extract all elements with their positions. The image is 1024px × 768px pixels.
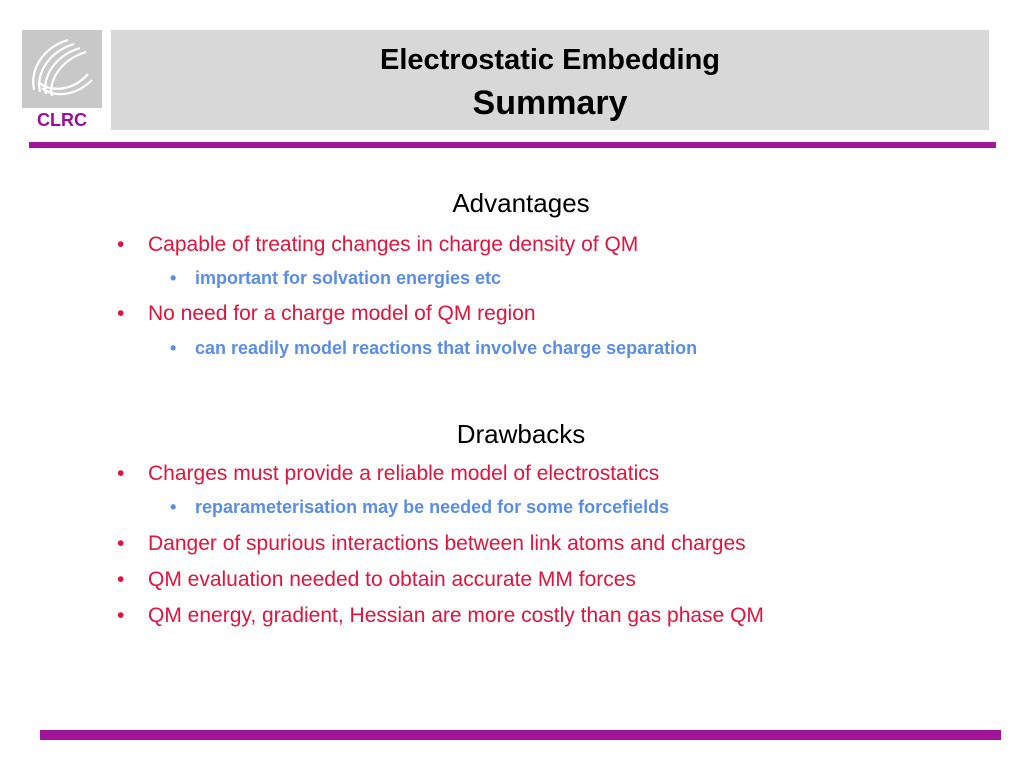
bullet-text: Charges must provide a reliable model of electrostatics [148, 462, 660, 485]
bottom-divider [40, 730, 1001, 740]
bullet-icon: • [117, 604, 125, 627]
sub-bullet-text: important for solvation energies etc [195, 268, 502, 288]
bullet-icon: • [117, 302, 125, 325]
slide-title: Electrostatic Embedding [379, 44, 720, 76]
section-heading-drawbacks: Drawbacks [456, 419, 586, 449]
bullet-icon: • [170, 338, 177, 358]
bullet-text: QM energy, gradient, Hessian are more costly than gas phase QM [148, 604, 764, 627]
title-box [111, 30, 989, 130]
bullet-icon: • [170, 268, 177, 288]
bullet-icon: • [117, 233, 125, 256]
top-divider [29, 142, 996, 148]
sub-bullet-text: can readily model reactions that involve charge separation [195, 338, 698, 358]
bullet-icon: • [117, 462, 125, 485]
slide-subtitle: Summary [472, 84, 628, 122]
bullet-icon: • [117, 568, 125, 591]
section-heading-advantages: Advantages [452, 188, 590, 218]
bullet-icon: • [170, 497, 177, 517]
logo-text: CLRC [37, 110, 87, 130]
bullet-icon: • [117, 532, 125, 555]
bullet-text: Capable of treating changes in charge density of QM [148, 233, 639, 256]
bullet-text: Danger of spurious interactions between link atoms and charges [148, 532, 746, 555]
sub-bullet-text: reparameterisation may be needed for some forcefields [195, 497, 670, 517]
bullet-text: No need for a charge model of QM region [148, 302, 536, 325]
bullet-text: QM evaluation needed to obtain accurate MM forces [148, 568, 636, 591]
